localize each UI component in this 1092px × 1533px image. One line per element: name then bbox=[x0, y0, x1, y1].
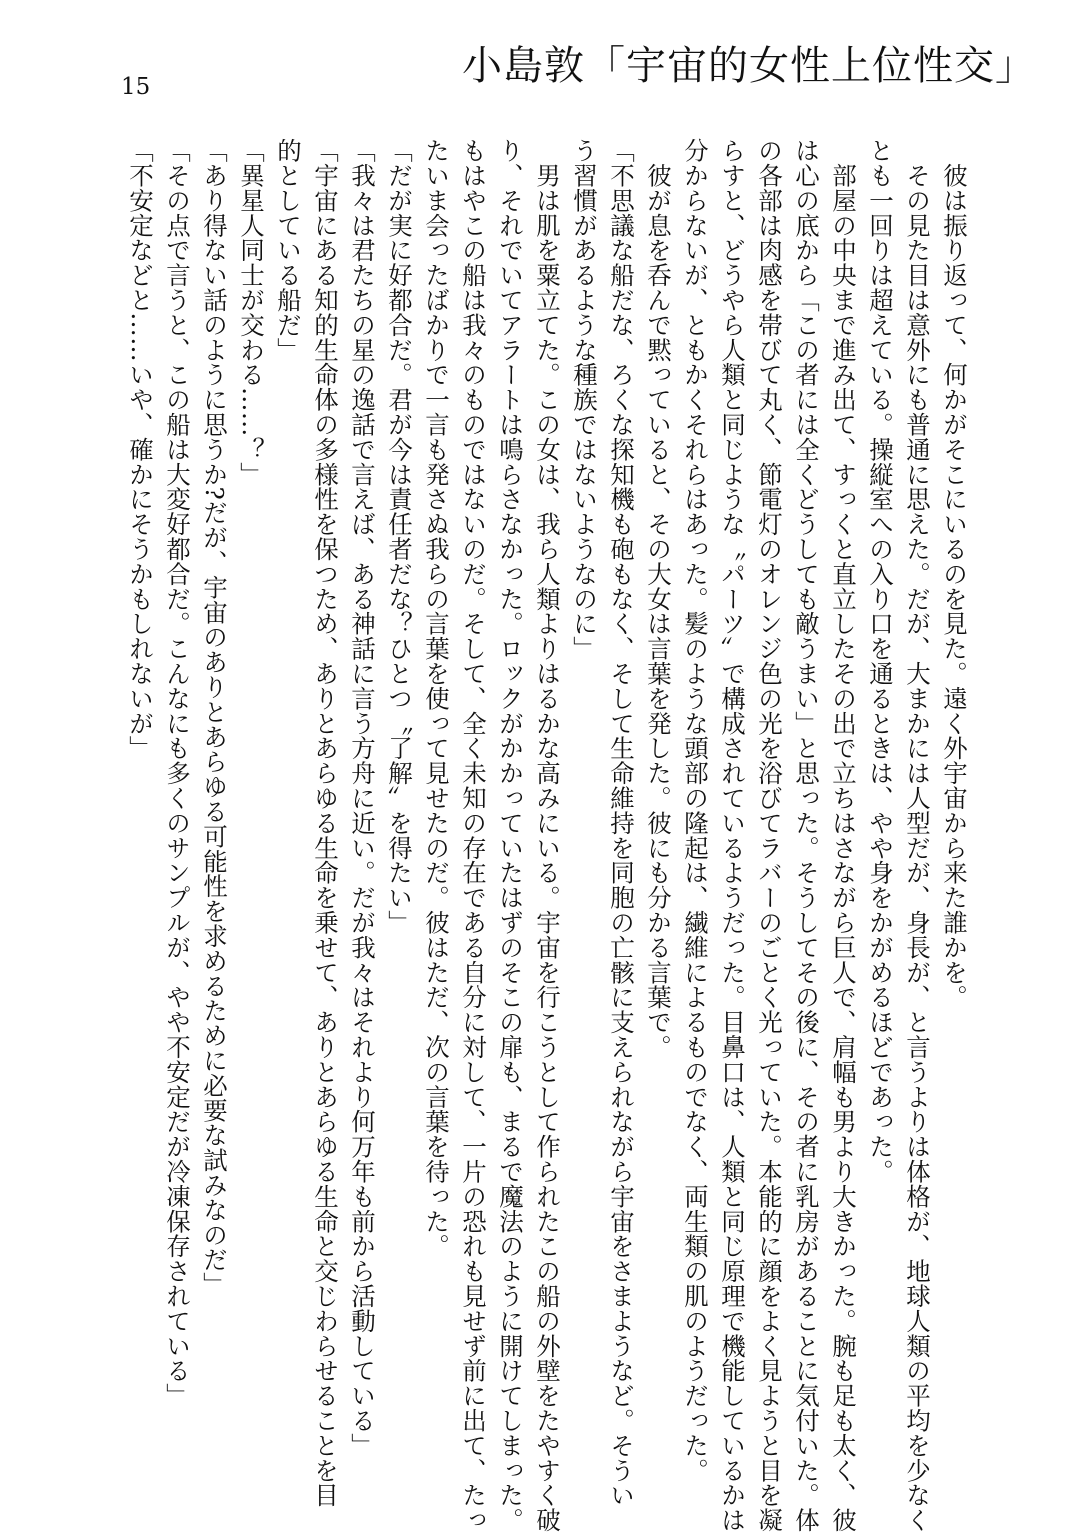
text-column: は心の底から「この者には全くどうしても敵うまい」と思った。そうしてその後に、その者に乳房があることに気付いた。体 bbox=[792, 138, 821, 1533]
page-title: 小島敦「宇宙的女性上位性交」 bbox=[462, 43, 1036, 89]
text-column: 「異星人同士が交わる……？」 bbox=[237, 138, 266, 487]
text-column: 分からないが、ともかくそれらはあった。髪のような頭部の隆起は、繊維によるものでなく、両生類の肌のようだった。 bbox=[681, 138, 710, 1483]
text-column: 彼が息を呑んで黙っていると、その大女は言葉を発した。彼にも分かる言葉で。 bbox=[644, 138, 673, 1060]
text-column: もはやこの船は我々のものではないのだ。そして、全く未知の存在である自分に対して、一片の恐れも見せず前に出て、たっ bbox=[459, 138, 488, 1533]
text-column: 男は肌を粟立てた。この女は、我ら人類よりはるかな高みにいる。宇宙を行こうとして作られたこの船の外壁をたやすく破 bbox=[533, 138, 562, 1533]
text-column: 彼は振り返って、何かがそこにいるのを見た。遠く外宇宙から来た誰かを。 bbox=[940, 138, 969, 1010]
text-column: の各部は肉感を帯びて丸く、節電灯のオレンジ色の光を浴びてラバーのごとく光っていた。本能的に顔をよく見ようと目を凝 bbox=[755, 138, 784, 1533]
text-column: 部屋の中央まで進み出て、すっくと直立したその出で立ちはさながら巨人で、肩幅も男より大きかった。腕も足も太く、彼 bbox=[829, 138, 858, 1533]
text-column: 「我々は君たちの星の逸話で言えば、ある神話に言う方舟に近い。だが我々はそれより何万年も前から活動している」 bbox=[348, 138, 377, 1458]
text-column: 「不安定などと……いや、確かにそうかもしれないが」 bbox=[126, 138, 155, 761]
text-column: とも一回りは超えている。操縦室への入り口を通るときは、やや身をかがめるほどであった。 bbox=[866, 138, 895, 1184]
text-column: う習慣があるような種族ではないようなのに」 bbox=[570, 138, 599, 661]
text-column: り、それでいてアラートは鳴らさなかった。ロックがかかっていたはずのそこの扉も、まるで魔法のように開けてしまった。 bbox=[496, 138, 525, 1533]
text-column: 「不思議な船だな、ろくな探知機も砲もなく、そして生命維持を同胞の亡骸に支えられながら宇宙をさまようなど。そうい bbox=[607, 138, 636, 1508]
text-column: たいま会ったばかりで一言も発さぬ我らの言葉を使って見せたのだ。彼はただ、次の言葉を待った。 bbox=[422, 138, 451, 1259]
page-number: 15 bbox=[121, 74, 151, 100]
text-column: 「その点で言うと、この船は大変好都合だ。こんなにも多くのサンプルが、やや不安定だが冷凍保存されている」 bbox=[163, 138, 192, 1408]
text-column: その見た目は意外にも普通に思えた。だが、大まかには人型だが、身長が、と言うよりは体格が、地球人類の平均を少なく bbox=[903, 138, 932, 1533]
text-column: らすと、どうやら人類と同じような〝パーツ〟で構成されているようだった。目鼻口は、人類と同じ原理で機能しているかは bbox=[718, 138, 747, 1533]
vertical-text-body bbox=[122, 138, 973, 1533]
text-column: 「宇宙にある知的生命体の多様性を保つため、ありとあらゆる生命を乗せて、ありとあらゆる生命と交じわらせることを目 bbox=[311, 138, 340, 1508]
text-column: 「あり得ない話のように思うか?だが、宇宙のありとあらゆる可能性を求めるために必要な試みなのだ」 bbox=[200, 138, 229, 1297]
text-column: 的としている船だ」 bbox=[274, 138, 303, 363]
text-column: 「だが実に好都合だ。君が今は責任者だな？ひとつ〝了解〟を得たい」 bbox=[385, 138, 414, 935]
